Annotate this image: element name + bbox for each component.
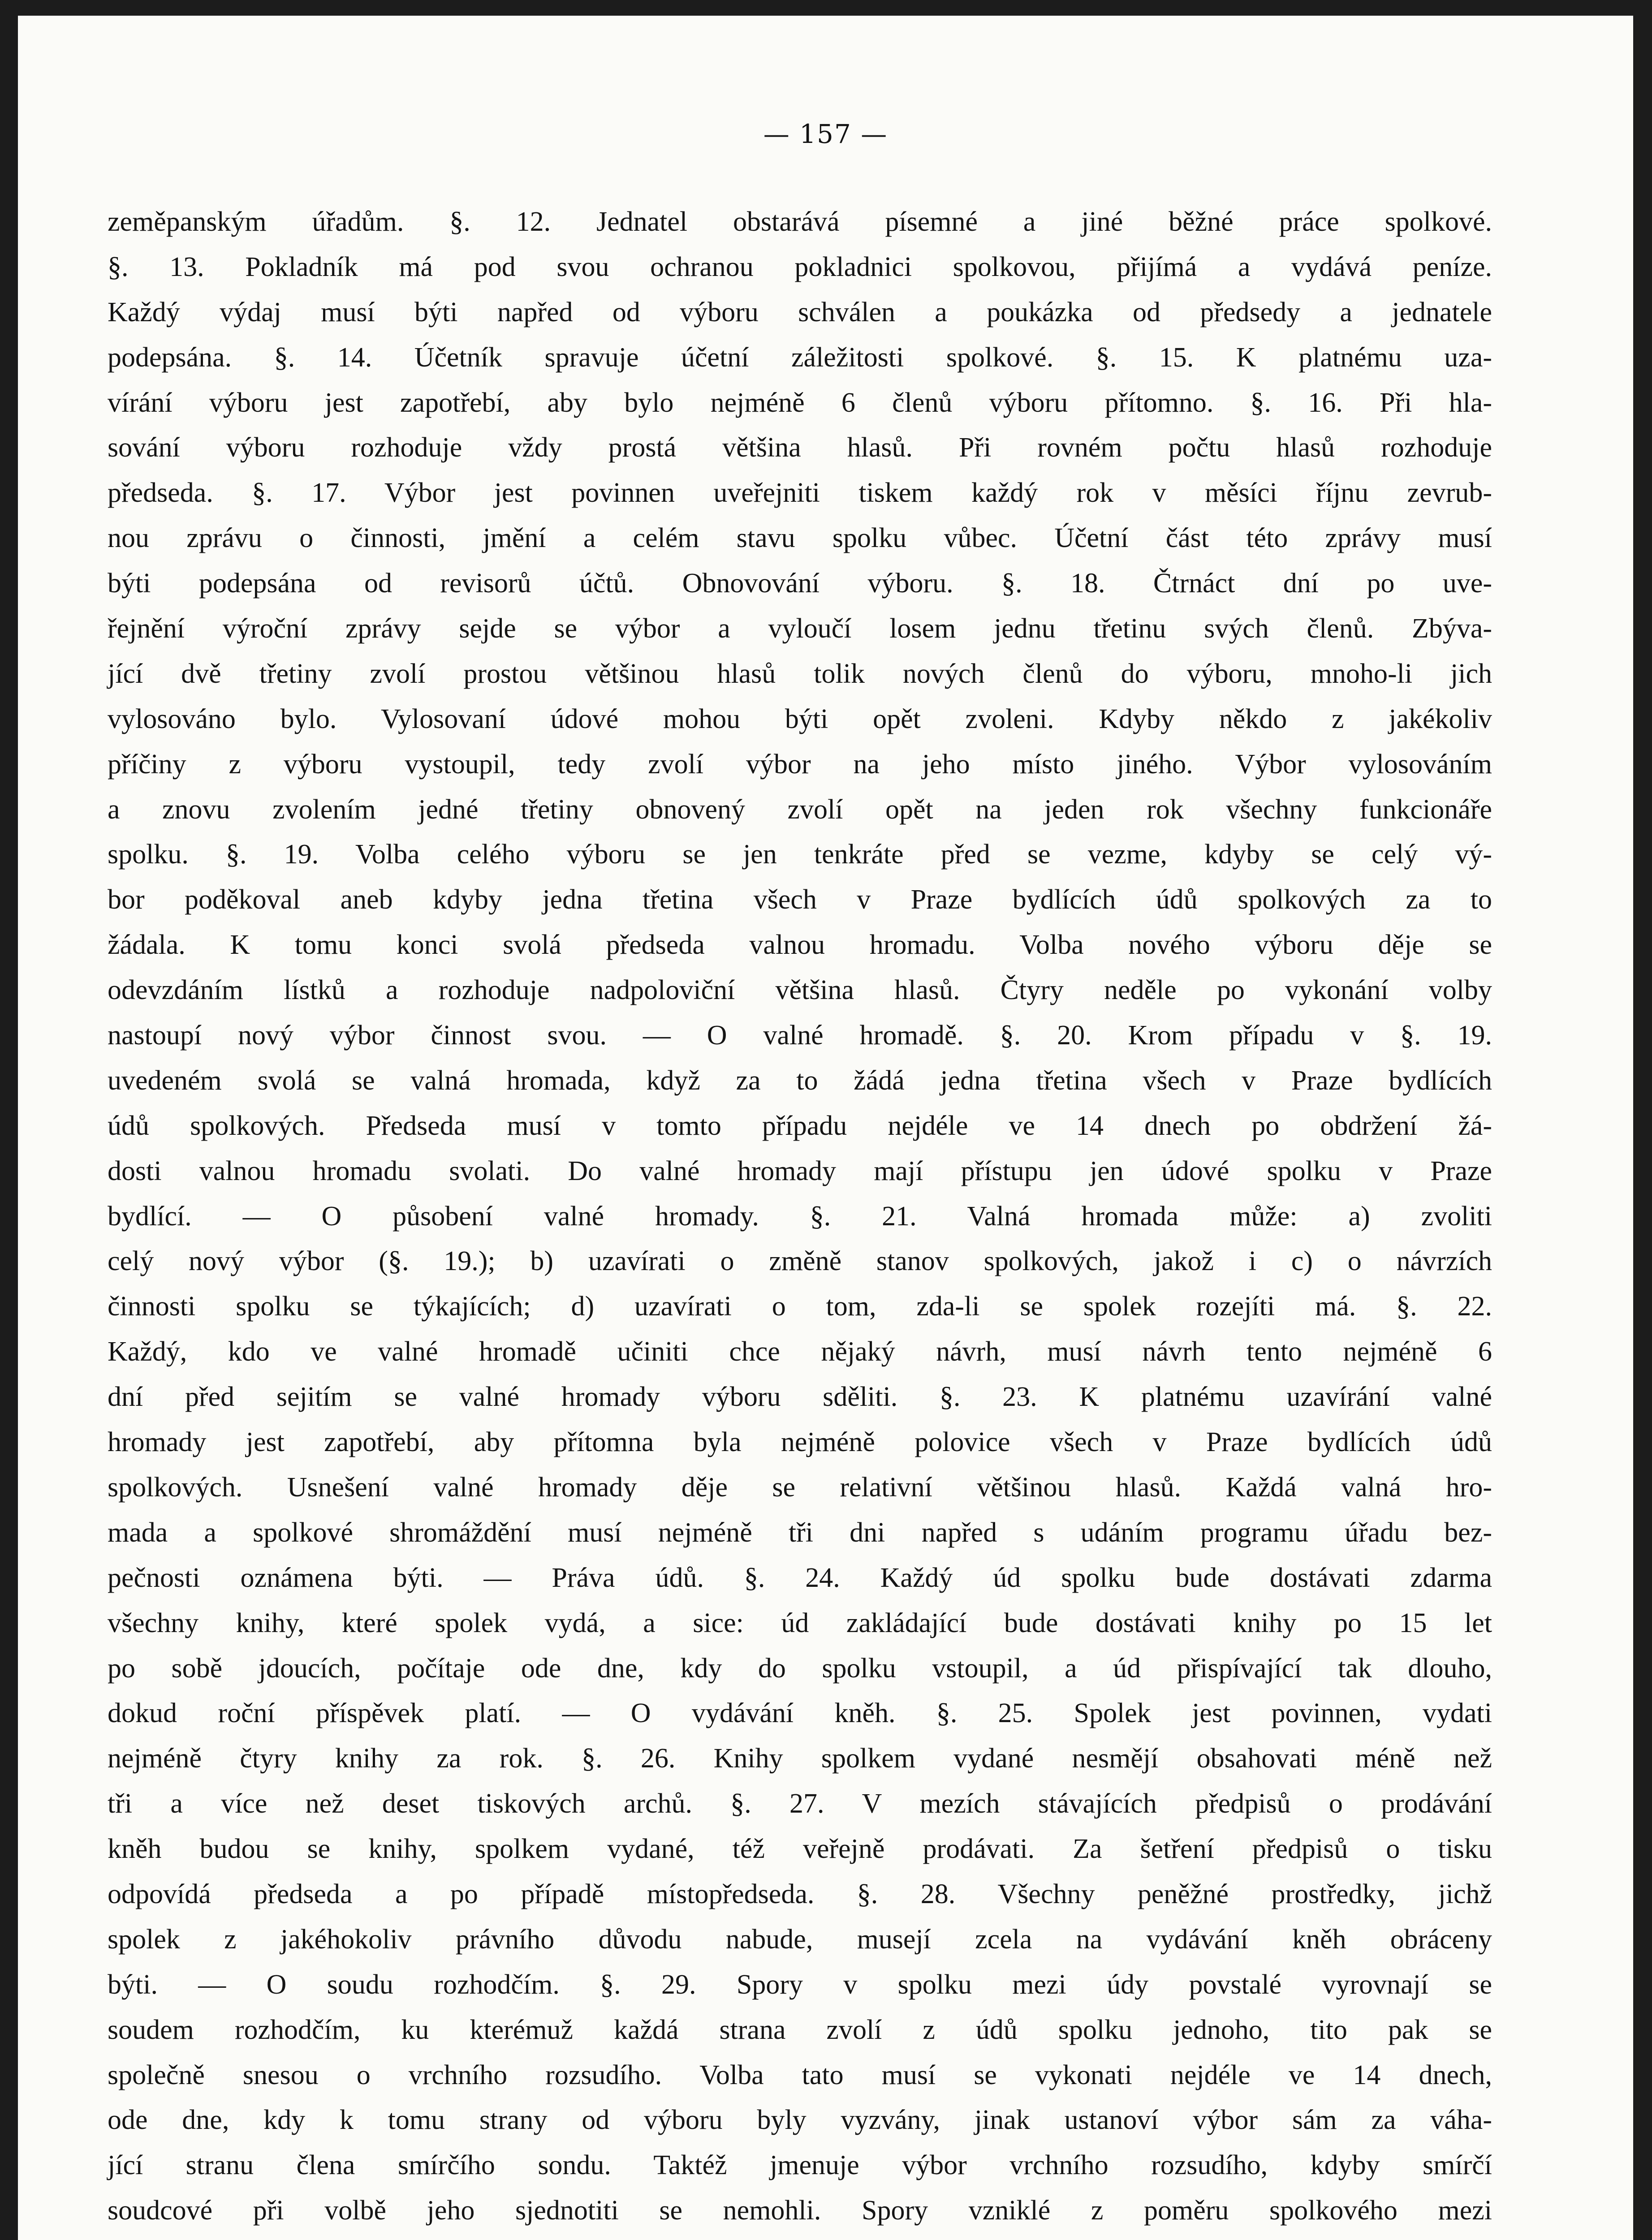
text-line: celý nový výbor (§. 19.); b) uzavírati o změně stanov spolkových, jakož i c) o návrzích (108, 1246, 1492, 1277)
text-line: všechny knihy, které spolek vydá, a sice: úd zakládající bude dostávati knihy po 15 let (108, 1607, 1492, 1638)
text-line: tři a více než deset tiskových archů. §. 27. V mezích stávajících předpisů o prodávání (108, 1788, 1492, 1819)
text-line: bydlící. — O působení valné hromady. §. 21. Valná hromada může: a) zvoliti (108, 1201, 1492, 1232)
text-line: dokud roční příspěvek platí. — O vydávání kněh. §. 25. Spolek jest povinnen, vydati (108, 1698, 1492, 1729)
text-line (108, 2233, 1492, 2240)
text-line: odpovídá předseda a po případě místopředseda. §. 28. Všechny peněžné prostředky, jichž (108, 1878, 1492, 1909)
text-line: podepsána. §. 14. Účetník spravuje účetní záležitosti spolkové. §. 15. K platnému uza- (108, 342, 1492, 373)
text-line: spolkových. Usnešení valné hromady děje se relativní většinou hlasů. Každá valná hro- (108, 1472, 1492, 1503)
text-line: Každý, kdo ve valné hromadě učiniti chce nějaký návrh, musí návrh tento nejméně 6 (108, 1336, 1492, 1367)
text-line: spolku. §. 19. Volba celého výboru se jen tenkráte před se vezme, kdyby se celý vý- (108, 839, 1492, 870)
text-line: vylosováno bylo. Vylosovaní údové mohou býti opět zvoleni. Kdyby někdo z jakékoliv (108, 703, 1492, 734)
text-line: vírání výboru jest zapotřebí, aby bylo nejméně 6 členů výboru přítomno. §. 16. Při hla- (108, 387, 1492, 418)
text-line: bor poděkoval aneb kdyby jedna třetina všech v Praze bydlících údů spolkových za to (108, 884, 1492, 915)
text-line: Každý výdaj musí býti napřed od výboru schválen a poukázka od předsedy a jednatele (108, 297, 1492, 327)
text-line: předseda. §. 17. Výbor jest povinnen uveřejniti tiskem každý rok v měsíci říjnu zevrub- (108, 478, 1492, 508)
text-line: uvedeném svolá se valná hromada, když za to žádá jedna třetina všech v Praze bydlících (108, 1065, 1492, 1096)
text-line: býti podepsána od revisorů účtů. Obnovování výboru. §. 18. Čtrnáct dní po uve- (108, 568, 1492, 599)
text-line: údů spolkových. Předseda musí v tomto případu nejdéle ve 14 dnech po obdržení žá- (108, 1110, 1492, 1141)
text-line: zeměpanským úřadům. §. 12. Jednatel obstarává písemné a jiné běžné práce spolkové. (108, 207, 1492, 237)
text-line: a znovu zvolením jedné třetiny obnovený zvolí opět na jeden rok všechny funkcionáře (108, 794, 1492, 825)
text-line: příčiny z výboru vystoupil, tedy zvolí výbor na jeho místo jiného. Výbor vylosováním (108, 749, 1492, 780)
text-line: nou zprávu o činnosti, jmění a celém stavu spolku vůbec. Účetní část této zprávy musí (108, 523, 1492, 554)
text-line: nejméně čtyry knihy za rok. §. 26. Knihy spolkem vydané nesmějí obsahovati méně než (108, 1743, 1492, 1774)
text-line: soudcové při volbě jeho sjednotiti se nemohli. Spory vzniklé z poměru spolkového mezi (108, 2195, 1492, 2226)
text-line: odevzdáním lístků a rozhoduje nadpoloviční většina hlasů. Čtyry neděle po vykonání volby (108, 975, 1492, 1006)
text-line: společně snesou o vrchního rozsudího. Volba tato musí se vykonati nejdéle ve 14 dnech, (108, 2059, 1492, 2090)
text-line: dosti valnou hromadu svolati. Do valné hromady mají přístupu jen údové spolku v Praze (108, 1155, 1492, 1186)
text-line: žádala. K tomu konci svolá předseda valnou hromadu. Volba nového výboru děje se (108, 930, 1492, 961)
text-line: býti. — O soudu rozhodčím. §. 29. Spory v spolku mezi údy povstalé vyrovnají se (108, 1969, 1492, 2000)
text-line: jící stranu člena smírčího sondu. Taktéž jmenuje výbor vrchního rozsudího, kdyby smírčí (108, 2150, 1492, 2181)
text-line: po sobě jdoucích, počítaje ode dne, kdy do spolku vstoupil, a úd přispívající tak dlouho, (108, 1653, 1492, 1684)
statutes-paragraph (108, 199, 1492, 2240)
text-line: ode dne, kdy k tomu strany od výboru byly vyzvány, jinak ustanoví výbor sám za váha- (108, 2105, 1492, 2136)
printed-sheet (18, 16, 1633, 2240)
text-line: §. 13. Pokladník má pod svou ochranou pokladnici spolkovou, přijímá a vydává peníze. (108, 251, 1492, 282)
text-line: řejnění výroční zprávy sejde se výbor a vyloučí losem jednu třetinu svých členů. Zbýva- (108, 613, 1492, 644)
text-body (108, 199, 1492, 2240)
text-line: spolek z jakéhokoliv právního důvodu nabude, musejí zcela na vydávání kněh obráceny (108, 1924, 1492, 1955)
page-number: — 157 — (763, 119, 888, 149)
text-line: sování výboru rozhoduje vždy prostá většina hlasů. Při rovném počtu hlasů rozhoduje (108, 432, 1492, 463)
text-line: kněh budou se knihy, spolkem vydané, též veřejně prodávati. Za šetření předpisů o tisku (108, 1834, 1492, 1865)
text-line: jící dvě třetiny zvolí prostou většinou hlasů tolik nových členů do výboru, mnoho-li jich (108, 658, 1492, 689)
text-line: činnosti spolku se týkajících; d) uzavírati o tom, zda-li se spolek rozejíti má. §. 22. (108, 1291, 1492, 1322)
text-line: dní před sejitím se valné hromady výboru sděliti. §. 23. K platnému uzavírání valné (108, 1382, 1492, 1413)
text-line: hromady jest zapotřebí, aby přítomna byla nejméně polovice všech v Praze bydlících údů (108, 1427, 1492, 1458)
text-line: soudem rozhodčím, ku kterémuž každá strana zvolí z údů spolku jednoho, tito pak se (108, 2014, 1492, 2045)
text-line: nastoupí nový výbor činnost svou. — O valné hromadě. §. 20. Krom případu v §. 19. (108, 1020, 1492, 1051)
text-line: mada a spolkové shromáždění musí nejméně tři dni napřed s udáním programu úřadu bez- (108, 1517, 1492, 1548)
text-line: pečnosti oznámena býti. — Práva údů. §. 24. Každý úd spolku bude dostávati zdarma (108, 1562, 1492, 1593)
